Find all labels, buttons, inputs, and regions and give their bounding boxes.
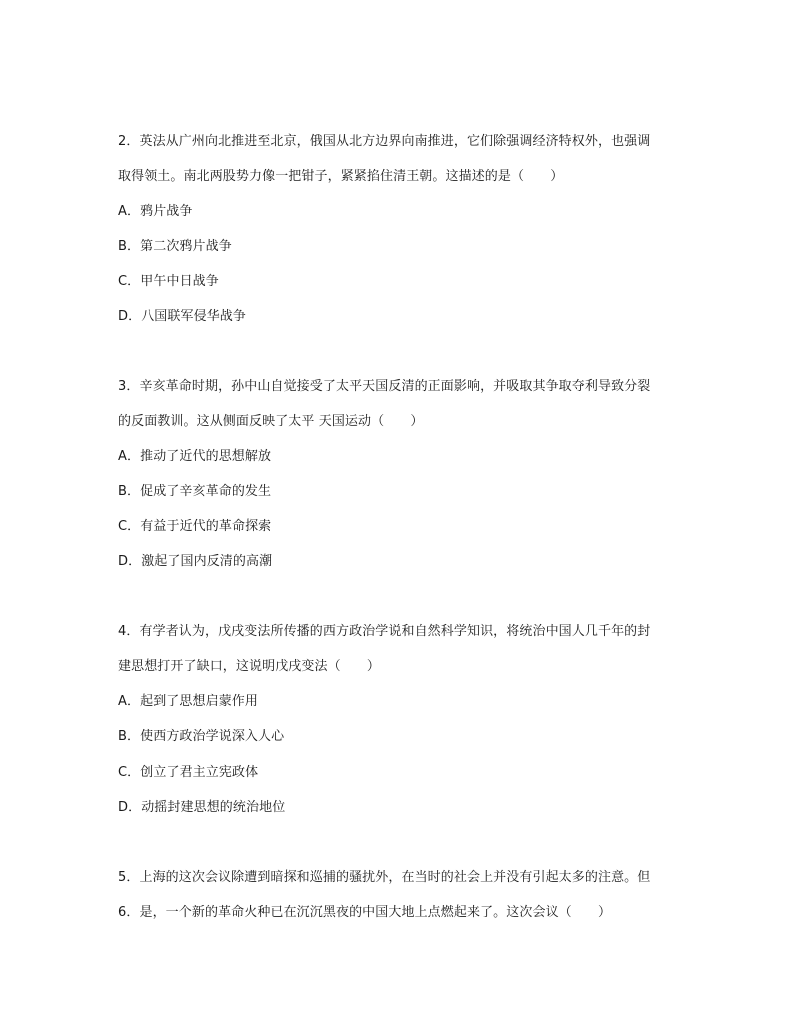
- question-4-option-b: B．使西方政治学说深入人心: [118, 729, 285, 744]
- question-2-stem-line-2: 取得领土。南北两股势力像一把钳子，紧紧掐住清王朝。这描述的是（ ）: [118, 169, 564, 184]
- question-4-stem-line-1: 4．有学者认为，戊戌变法所传播的西方政治学说和自然科学知识，将统治中国人几千年的封: [118, 624, 651, 639]
- question-5-stem-line-1: 5．上海的这次会议除遭到暗探和巡捕的骚扰外，在当时的社会上并没有引起太多的注意。但: [118, 870, 651, 885]
- question-4-option-a: A．起到了思想启蒙作用: [118, 694, 258, 709]
- question-3-option-d: D．激起了国内反清的高潮: [118, 554, 273, 569]
- question-2-option-b: B．第二次鸦片战争: [118, 239, 232, 254]
- question-2-option-c: C．甲午中日战争: [118, 274, 219, 289]
- question-4-option-c: C．创立了君主立宪政体: [118, 765, 259, 780]
- question-4-stem-line-2: 建思想打开了缺口，这说明戊戌变法（ ）: [118, 659, 381, 674]
- question-2-option-d: D．八国联军侵华战争: [118, 309, 247, 324]
- question-3-option-b: B．促成了辛亥革命的发生: [118, 484, 272, 499]
- question-3-option-c: C．有益于近代的革命探索: [118, 519, 272, 534]
- question-3-stem-line-1: 3．辛亥革命时期，孙中山自觉接受了太平天国反清的正面影响，并吸取其争取夺利导致分裂: [118, 379, 651, 394]
- question-4-option-d: D．动摇封建思想的统治地位: [118, 800, 286, 815]
- question-3-option-a: A．推动了近代的思想解放: [118, 449, 272, 464]
- question-2-option-a: A．鸦片战争: [118, 204, 193, 219]
- question-5-stem-line-2: 6．是，一个新的革命火种已在沉沉黑夜的中国大地上点燃起来了。这次会议（ ）: [118, 905, 612, 920]
- question-3-stem-line-2: 的反面教训。这从侧面反映了太平 天国运动（ ）: [118, 414, 424, 429]
- question-2-stem-line-1: 2．英法从广州向北推进至北京，俄国从北方边界向南推进，它们除强调经济特权外，也强调: [118, 134, 651, 149]
